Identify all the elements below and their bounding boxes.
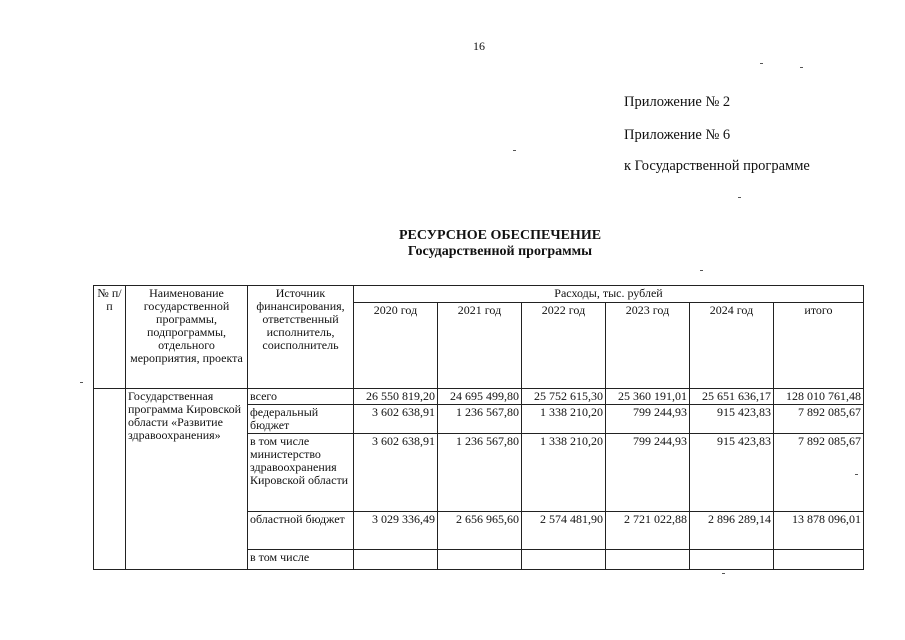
row-source: всего <box>248 389 354 405</box>
scan-speck <box>738 197 741 198</box>
value-cell: 1 338 210,20 <box>522 405 606 434</box>
value-cell: 2 574 481,90 <box>522 512 606 550</box>
value-cell: 915 423,83 <box>690 405 774 434</box>
title-line-2: Государственной программы <box>407 244 593 259</box>
value-cell: 25 651 636,17 <box>690 389 774 405</box>
value-cell: 799 244,93 <box>606 405 690 434</box>
value-cell: 25 752 615,30 <box>522 389 606 405</box>
header-year-2022: 2022 год <box>522 303 606 389</box>
header-expenses: Расходы, тыс. рублей <box>354 286 864 303</box>
row-source: в том числе министерство здравоохранения Кировской области <box>248 434 354 512</box>
value-cell: 1 236 567,80 <box>438 405 522 434</box>
header-year-2024: 2024 год <box>690 303 774 389</box>
scan-speck <box>800 67 803 68</box>
appendix-line-3: к Государственной программе <box>624 158 810 174</box>
scan-speck <box>760 63 763 64</box>
value-cell: 1 338 210,20 <box>522 434 606 512</box>
header-total: итого <box>774 303 864 389</box>
program-name: Государственная программа Кировской области «Развитие здравоохранения» <box>126 389 248 570</box>
value-cell: 7 892 085,67 <box>774 434 864 512</box>
header-year-2023: 2023 год <box>606 303 690 389</box>
value-cell: 915 423,83 <box>690 434 774 512</box>
value-cell <box>438 550 522 570</box>
value-cell: 128 010 761,48 <box>774 389 864 405</box>
value-cell <box>774 550 864 570</box>
header-year-2021: 2021 год <box>438 303 522 389</box>
value-cell <box>522 550 606 570</box>
value-cell: 3 602 638,91 <box>354 434 438 512</box>
scan-speck <box>722 573 725 574</box>
value-cell: 24 695 499,80 <box>438 389 522 405</box>
header-year-2020: 2020 год <box>354 303 438 389</box>
value-cell <box>690 550 774 570</box>
value-cell <box>354 550 438 570</box>
value-cell: 26 550 819,20 <box>354 389 438 405</box>
header-num: № п/п <box>94 286 126 389</box>
row-source: федеральный бюджет <box>248 405 354 434</box>
row-num-cell <box>94 389 126 570</box>
appendix-line-2: Приложение № 6 <box>624 127 731 143</box>
appendix-line-1: Приложение № 2 <box>624 94 731 110</box>
resources-table <box>93 285 864 570</box>
title-line-1: РЕСУРСНОЕ ОБЕСПЕЧЕНИЕ <box>398 228 602 243</box>
scan-speck <box>700 270 703 271</box>
value-cell: 799 244,93 <box>606 434 690 512</box>
page-number: 16 <box>473 39 485 53</box>
value-cell: 2 721 022,88 <box>606 512 690 550</box>
value-cell: 7 892 085,67 <box>774 405 864 434</box>
header-source: Источник финансирования, ответственный исполнитель, соисполнитель <box>248 286 354 389</box>
document-title <box>0 228 905 260</box>
table-row <box>94 389 864 405</box>
scan-speck <box>513 150 516 151</box>
value-cell: 2 656 965,60 <box>438 512 522 550</box>
value-cell: 2 896 289,14 <box>690 512 774 550</box>
row-source: областной бюджет <box>248 512 354 550</box>
scan-speck <box>855 474 858 475</box>
header-name: Наименование государственной программы, подпрограммы, отдельного мероприятия, проекта <box>126 286 248 389</box>
value-cell: 3 602 638,91 <box>354 405 438 434</box>
value-cell: 1 236 567,80 <box>438 434 522 512</box>
value-cell <box>606 550 690 570</box>
scan-speck <box>80 382 83 383</box>
value-cell: 13 878 096,01 <box>774 512 864 550</box>
row-source: в том числе <box>248 550 354 570</box>
value-cell: 3 029 336,49 <box>354 512 438 550</box>
value-cell: 25 360 191,01 <box>606 389 690 405</box>
